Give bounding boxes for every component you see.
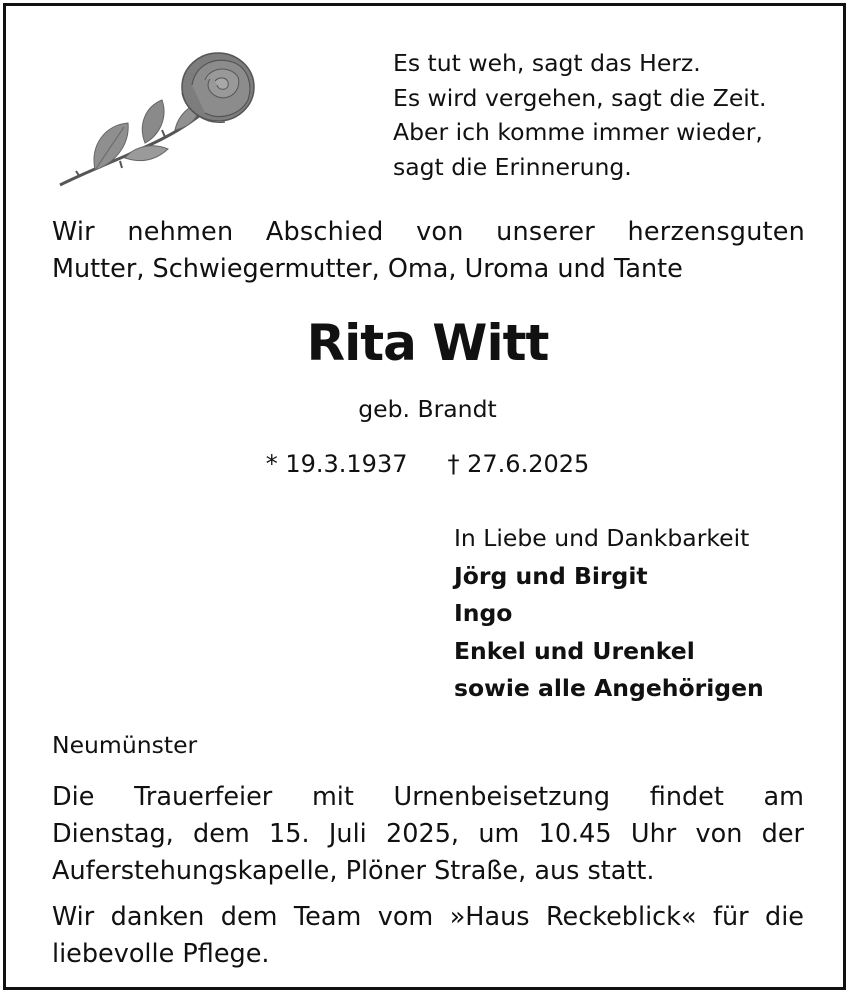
death-date: † 27.6.2025 xyxy=(447,450,590,478)
thanks-line: liebevolle Pflege. xyxy=(52,939,270,969)
intro-text xyxy=(52,214,805,288)
service-line: Die Trauerfeier mit Urnenbeisetzung findet am xyxy=(52,782,804,812)
intro-line: Wir nehmen Abschied von unserer herzensguten xyxy=(52,217,805,247)
service-line: Auferstehungskapelle, Plöner Straße, aus statt. xyxy=(52,856,655,886)
poem-line: sagt die Erinnerung. xyxy=(393,152,632,181)
family-heading: In Liebe und Dankbarkeit xyxy=(454,524,750,552)
family-name: Jörg und Birgit xyxy=(454,561,648,590)
thanks-line: Wir danken dem Team vom »Haus Reckeblick« für die xyxy=(52,902,804,932)
service-line: Dienstag, dem 15. Juli 2025, um 10.45 Uhr von der xyxy=(52,819,804,849)
deceased-name: Rita Witt xyxy=(306,314,549,372)
birth-date: * 19.3.1937 xyxy=(265,450,408,478)
poem-line: Es tut weh, sagt das Herz. xyxy=(393,49,701,77)
maiden-name: geb. Brandt xyxy=(358,395,497,423)
family-name: sowie alle Angehörigen xyxy=(454,674,764,702)
thanks-text xyxy=(52,899,804,973)
life-dates xyxy=(0,450,855,478)
family-name: Ingo xyxy=(454,599,513,627)
poem xyxy=(393,46,767,184)
family-name: Enkel und Urenkel xyxy=(454,636,695,665)
poem-line: Aber ich komme immer wieder, xyxy=(393,118,763,146)
rose-icon xyxy=(50,45,260,195)
service-info xyxy=(52,779,804,890)
poem-line: Es wird vergehen, sagt die Zeit. xyxy=(393,83,767,112)
intro-line: Mutter, Schwiegermutter, Oma, Uroma und Tante xyxy=(52,254,683,284)
family-block xyxy=(454,520,764,708)
city: Neumünster xyxy=(52,731,198,759)
